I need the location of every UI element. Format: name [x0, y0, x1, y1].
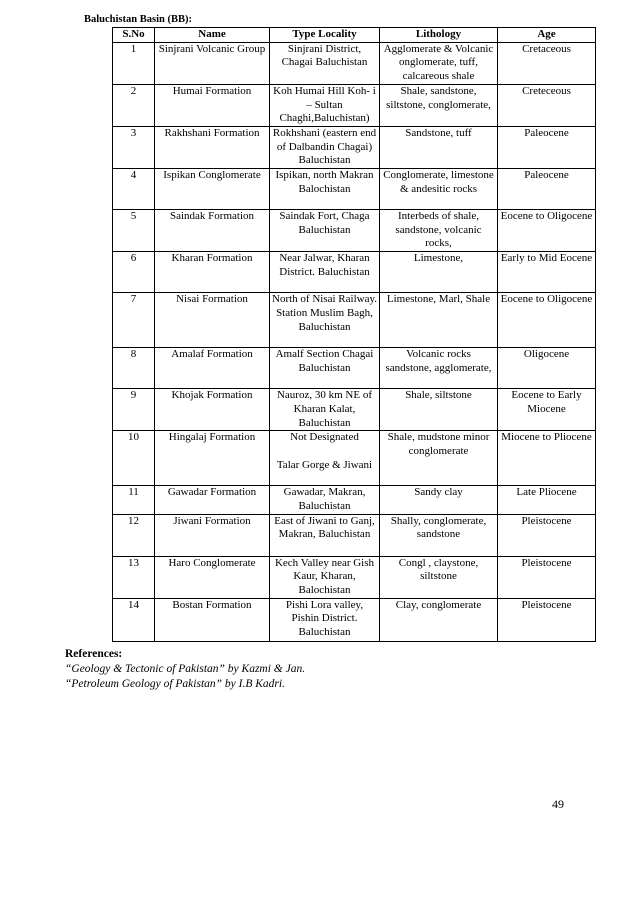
cell-type-locality: North of Nisai Railway. Station Muslim Bagh, Baluchistan: [270, 293, 380, 348]
table-row: [113, 514, 596, 556]
cell-age: Miocene to Pliocene: [498, 431, 596, 486]
cell-name: Saindak Formation: [155, 210, 270, 252]
cell-type-locality: Amalf Section Chagai Baluchistan: [270, 348, 380, 389]
cell-name: Ispikan Conglomerate: [155, 169, 270, 210]
cell-sno: 3: [113, 126, 155, 168]
formations-table: [112, 27, 596, 642]
cell-age: Early to Mid Eocene: [498, 252, 596, 293]
table-row: [113, 42, 596, 84]
line-gap: [272, 445, 377, 459]
cell-age: Oligocene: [498, 348, 596, 389]
cell-age: Cretaceous: [498, 42, 596, 84]
cell-name: Haro Conglomerate: [155, 556, 270, 598]
cell-lithology: Agglomerate & Volcanic onglomerate, tuff, calcareous shale: [380, 42, 498, 84]
table-header-row: [113, 28, 596, 43]
table-row: [113, 486, 596, 514]
locality-text: Not Designated: [290, 431, 359, 444]
cell-sno: 11: [113, 486, 155, 514]
header-type-locality: Type Locality: [270, 28, 380, 43]
cell-age: Pleistocene: [498, 556, 596, 598]
cell-type-locality: East of Jiwani to Ganj, Makran, Baluchistan: [270, 514, 380, 556]
references-title: References:: [65, 648, 123, 660]
cell-type-locality: Near Jalwar, Kharan District. Baluchistan: [270, 252, 380, 293]
cell-sno: 13: [113, 556, 155, 598]
table-row: [113, 389, 596, 431]
cell-lithology: Volcanic rocks sandstone, agglomerate,: [380, 348, 498, 389]
cell-sno: 9: [113, 389, 155, 431]
cell-type-locality: Koh Humai Hill Koh- i – Sultan Chaghi,Baluchistan): [270, 84, 380, 126]
cell-sno: 1: [113, 42, 155, 84]
cell-sno: 5: [113, 210, 155, 252]
locality-extra-text: Talar Gorge & Jiwani: [276, 458, 373, 471]
table-row: [113, 84, 596, 126]
header-name: Name: [155, 28, 270, 43]
cell-sno: 12: [113, 514, 155, 556]
cell-name: Humai Formation: [155, 84, 270, 126]
cell-lithology: Limestone,: [380, 252, 498, 293]
table-row: [113, 431, 596, 486]
table-row: [113, 598, 596, 641]
cell-name: Hingalaj Formation: [155, 431, 270, 486]
cell-name: Bostan Formation: [155, 598, 270, 641]
table-row: [113, 556, 596, 598]
cell-lithology: Clay, conglomerate: [380, 598, 498, 641]
cell-age: Paleocene: [498, 126, 596, 168]
cell-name: Rakhshani Formation: [155, 126, 270, 168]
cell-name: Nisai Formation: [155, 293, 270, 348]
cell-type-locality: Kech Valley near Gish Kaur, Kharan, Balochistan: [270, 556, 380, 598]
cell-lithology: Interbeds of shale, sandstone, volcanic rocks,: [380, 210, 498, 252]
cell-name: Khojak Formation: [155, 389, 270, 431]
cell-type-locality: Pishi Lora valley, Pishin District. Baluchistan: [270, 598, 380, 641]
cell-type-locality: Nauroz, 30 km NE of Kharan Kalat, Baluchistan: [270, 389, 380, 431]
reference-item: “Geology & Tectonic of Pakistan” by Kazmi & Jan.: [65, 663, 306, 675]
cell-age: Eocene to Oligocene: [498, 293, 596, 348]
cell-sno: 14: [113, 598, 155, 641]
cell-lithology: Shally, conglomerate, sandstone: [380, 514, 498, 556]
header-age: Age: [498, 28, 596, 43]
cell-type-locality: Gawadar, Makran, Baluchistan: [270, 486, 380, 514]
cell-sno: 6: [113, 252, 155, 293]
cell-name: Sinjrani Volcanic Group: [155, 42, 270, 84]
cell-type-locality: [270, 431, 380, 486]
cell-type-locality: Ispikan, north Makran Balochistan: [270, 169, 380, 210]
cell-sno: 2: [113, 84, 155, 126]
references-section: [65, 647, 305, 692]
cell-lithology: Sandstone, tuff: [380, 126, 498, 168]
table-row: [113, 293, 596, 348]
cell-age: Eocene to Early Miocene: [498, 389, 596, 431]
cell-age: Eocene to Oligocene: [498, 210, 596, 252]
section-heading: Baluchistan Basin (BB):: [84, 14, 192, 25]
table-row: [113, 210, 596, 252]
cell-type-locality: Sinjrani District, Chagai Baluchistan: [270, 42, 380, 84]
cell-name: Jiwani Formation: [155, 514, 270, 556]
cell-name: Amalaf Formation: [155, 348, 270, 389]
table-row: [113, 252, 596, 293]
cell-age: Pleistocene: [498, 514, 596, 556]
page-number: 49: [552, 797, 564, 811]
cell-lithology: Conglomerate, limestone & andesitic rocks: [380, 169, 498, 210]
cell-type-locality: Saindak Fort, Chaga Baluchistan: [270, 210, 380, 252]
header-sno: S.No: [113, 28, 155, 43]
table-row: [113, 126, 596, 168]
header-lithology: Lithology: [380, 28, 498, 43]
cell-sno: 4: [113, 169, 155, 210]
cell-age: Paleocene: [498, 169, 596, 210]
cell-name: Kharan Formation: [155, 252, 270, 293]
cell-type-locality: Rokhshani (eastern end of Dalbandin Chagai) Baluchistan: [270, 126, 380, 168]
cell-lithology: Limestone, Marl, Shale: [380, 293, 498, 348]
cell-lithology: Shale, sandstone, siltstone, conglomerate,: [380, 84, 498, 126]
cell-lithology: Shale, mudstone minor conglomerate: [380, 431, 498, 486]
cell-sno: 10: [113, 431, 155, 486]
table-row: [113, 348, 596, 389]
cell-name: Gawadar Formation: [155, 486, 270, 514]
reference-item: “Petroleum Geology of Pakistan” by I.B Kadri.: [65, 678, 285, 690]
cell-sno: 7: [113, 293, 155, 348]
cell-lithology: Shale, siltstone: [380, 389, 498, 431]
cell-age: Late Pliocene: [498, 486, 596, 514]
cell-age: Pleistocene: [498, 598, 596, 641]
cell-lithology: Congl , claystone, siltstone: [380, 556, 498, 598]
cell-lithology: Sandy clay: [380, 486, 498, 514]
table-row: [113, 169, 596, 210]
cell-age: Creteceous: [498, 84, 596, 126]
cell-sno: 8: [113, 348, 155, 389]
